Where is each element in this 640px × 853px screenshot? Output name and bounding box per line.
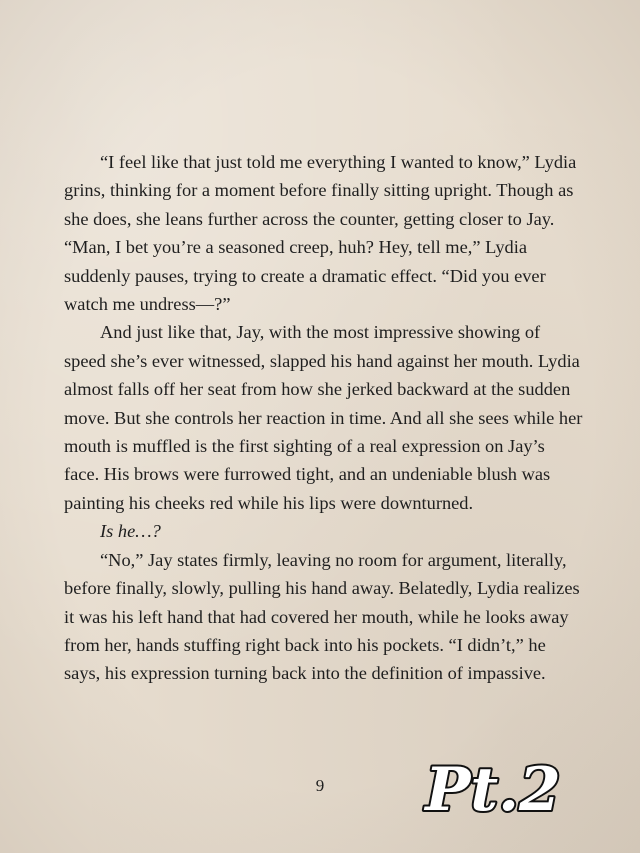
story-text — [64, 148, 584, 688]
paragraph-3-thought: Is he…? — [100, 521, 161, 542]
part-badge-graphic — [418, 748, 568, 828]
part-badge-label: Pt.2 — [425, 755, 561, 825]
page-number: 9 — [315, 776, 325, 795]
paragraph-4: “No,” Jay states firmly, leaving no room for argument, literally, before finally, slowly, pulling his hand away. Belatedly, Lydia realizes it was his left hand that had covered her mouth, while he looks away from her, hands stuffing right back into his pockets. “I didn’t,” he says, his expression turning back into the definition of impassive. — [64, 549, 580, 684]
paragraph-2: And just like that, Jay, with the most impressive showing of speed she’s ever witnessed, slapped his hand against her mouth. Lydia almost falls off her seat from how she jerked backward at the sudden move. But she controls her reaction in time. And all she sees while her mouth is muffled is the first sighting of a real expression on Jay’s face. His brows were furrowed tight, and an undeniable blush was painting his cheeks red while his lips were downturned. — [64, 322, 583, 513]
paragraph-1: “I feel like that just told me everything I wanted to know,” Lydia grins, thinking for a moment before finally sitting upright. Though as she does, she leans further across the counter, getting closer to Jay. “Man, I bet you’re a seasoned creep, huh? Hey, tell me,” Lydia suddenly pauses, trying to create a dramatic effect. “Did you ever watch me undress—?” — [64, 152, 577, 315]
part-badge — [418, 748, 568, 828]
